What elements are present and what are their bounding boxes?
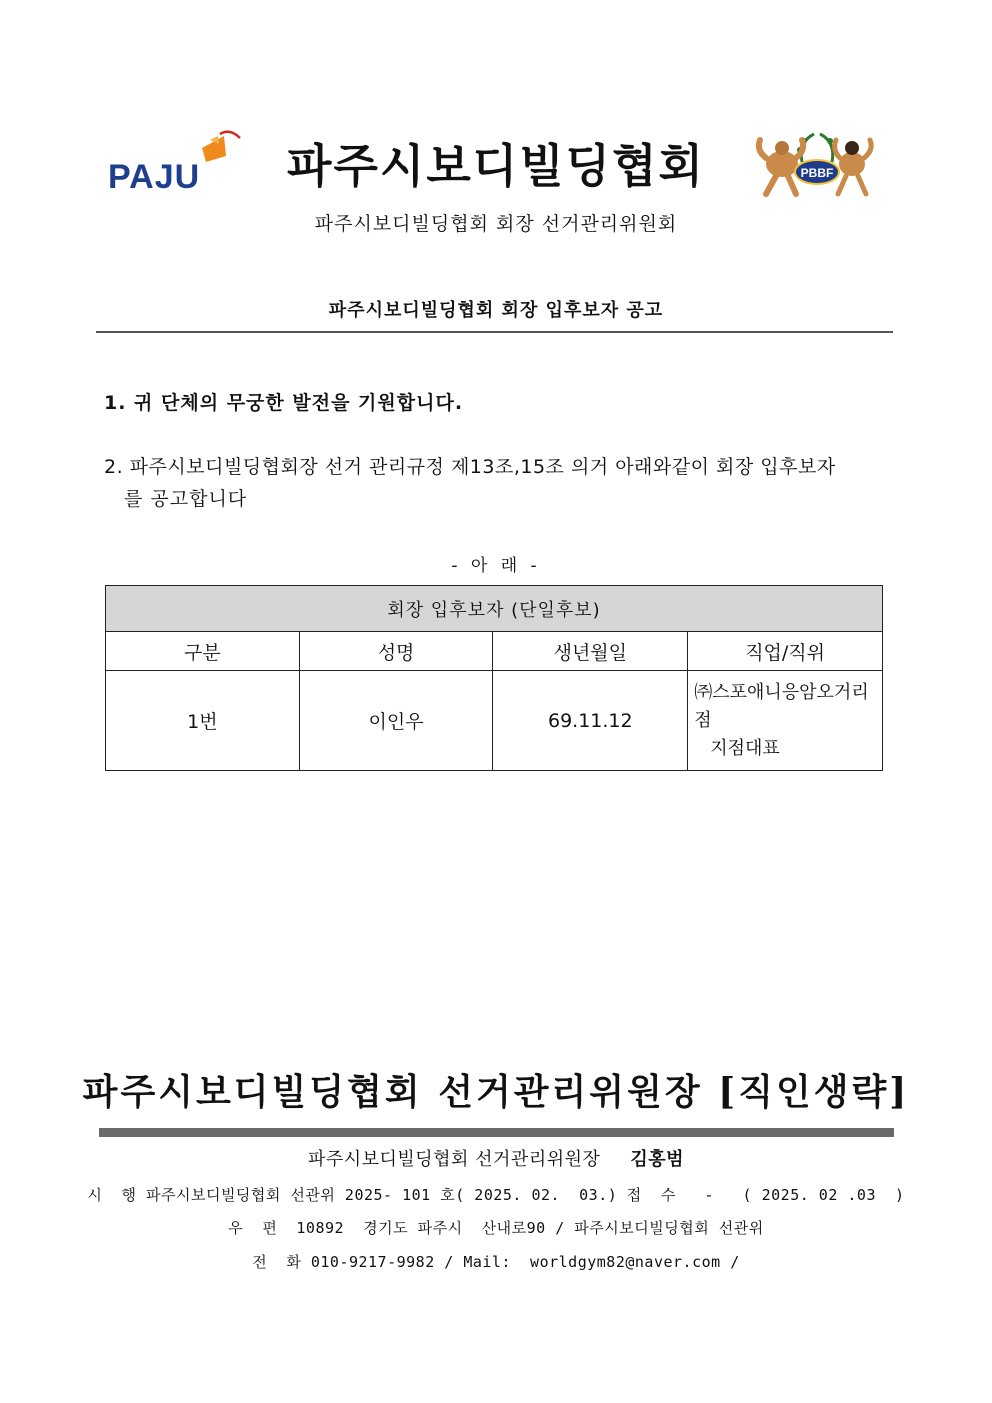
header-name: 성명 <box>299 632 493 671</box>
below-section-mark: - 아 래 - <box>451 556 541 576</box>
paju-logo-text: PAJU <box>108 158 201 196</box>
header-category: 구분 <box>106 632 300 671</box>
chair-title: 파주시보디빌딩협회 선거관리위원장 [직인생략] <box>82 1071 910 1113</box>
table-caption: 회장 입후보자 (단일후보) <box>106 586 883 632</box>
org-title: 파주시보디빌딩협회 <box>287 139 705 193</box>
contact-line: 전 화 010-9217-9982 / Mail: worldgym82@naver.com / <box>252 1253 740 1271</box>
bodybuilder-emblem-icon <box>752 128 882 200</box>
cell-number: 1번 <box>106 671 300 771</box>
paragraph-2-line-2: 를 공고합니다 <box>124 488 248 510</box>
candidate-table <box>105 585 883 771</box>
table-row <box>106 671 883 771</box>
table-caption-row <box>106 586 883 632</box>
paragraph-2-line-1: 2. 파주시보디빌딩협회장 선거 관리규정 제13조,15조 의거 아래와같이 회장 입후보자 <box>104 456 836 478</box>
occupation-line-2: 지점대표 <box>710 737 780 759</box>
cell-name: 이인우 <box>299 671 493 771</box>
pbbf-logo <box>752 128 882 200</box>
notice-title: 파주시보디빌딩협회 회장 입후보자 공고 <box>328 300 664 321</box>
address-line: 우 편 10892 경기도 파주시 산내로90 / 파주시보디빌딩협회 선관위 <box>228 1219 764 1237</box>
header-birthdate: 생년월일 <box>493 632 688 671</box>
cell-occupation <box>688 671 883 771</box>
paragraph-1: 1. 귀 단체의 무궁한 발전을 기원합니다. <box>104 392 464 414</box>
cell-birthdate: 69.11.12 <box>493 671 688 771</box>
title-divider <box>96 331 893 333</box>
issue-number-line: 시 행 파주시보디빌딩협회 선관위 2025- 101 호( 2025. 02. 03.) 접 수 - ( 2025. 02 .03 ) <box>87 1186 905 1204</box>
table-header-row <box>106 632 883 671</box>
header-occupation: 직업/직위 <box>688 632 883 671</box>
pbbf-logo-text: PBBF <box>800 166 834 180</box>
occupation-line-1: ㈜스포애니응암오거리점 <box>694 681 869 731</box>
footer-divider <box>99 1128 894 1137</box>
chair-label: 파주시보디빌딩협회 선거관리위원장 <box>307 1149 601 1170</box>
chair-name: 김홍범 <box>630 1149 685 1170</box>
org-subtitle: 파주시보디빌딩협회 회장 선거관리위원회 <box>314 213 678 235</box>
chair-signature-line <box>0 1145 992 1171</box>
